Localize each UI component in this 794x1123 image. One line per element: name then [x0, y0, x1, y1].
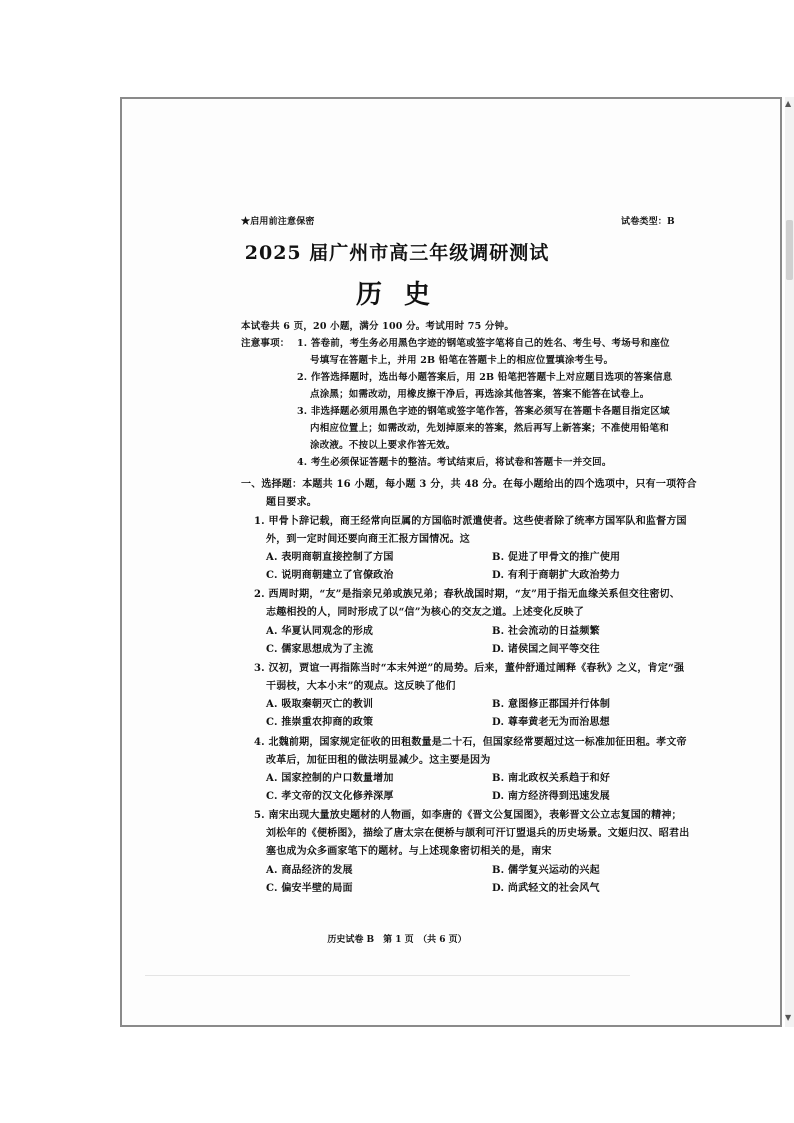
note-line: 3. 非选择题必须用黑色字迹的钢笔或签字笔作答，答案必须写在答题卡各题目指定区域	[297, 406, 670, 417]
option-c: C. 孝文帝的汉文化修养深厚	[266, 791, 394, 802]
document-frame	[120, 97, 782, 1027]
question-stem: 1. 甲骨卜辞记载，商王经常向臣属的方国临时派遣使者。这些使者除了统率方国军队和监督方国	[254, 516, 687, 527]
note-line: 2. 作答选择题时，选出每小题答案后，用 2B 铅笔把答题卡上对应题目选项的答案信息	[297, 372, 673, 383]
note-line: 涂改液。不按以上要求作答无效。	[310, 440, 456, 451]
option-a: A. 商品经济的发展	[266, 865, 353, 876]
question-stem: 4. 北魏前期，国家规定征收的田租数量是二十石，但国家经常要超过这一标准加征田租。孝文帝	[254, 737, 687, 748]
option-a: A. 吸取秦朝灭亡的教训	[266, 699, 374, 710]
option-d: D. 尚武轻文的社会风气	[492, 883, 600, 894]
note-line: 号填写在答题卡上，并用 2B 铅笔在答题卡上的相应位置填涂考生号。	[310, 355, 614, 366]
question-stem: 改革后，加征田租的做法明显减少。这主要是因为	[266, 755, 491, 766]
option-b: B. 促进了甲骨文的推广使用	[492, 552, 621, 563]
notes-label: 注意事项：	[241, 338, 290, 349]
option-a: A. 华夏认同观念的形成	[266, 626, 374, 637]
option-d: D. 南方经济得到迅速发展	[492, 791, 610, 802]
question-stem: 外，到一定时间还要向商王汇报方国情况。这	[266, 534, 470, 545]
option-b: B. 儒学复兴运动的兴起	[492, 865, 600, 876]
option-c: C. 偏安半壁的局面	[266, 883, 353, 894]
note-line: 点涂黑；如需改动，用橡皮擦干净后，再选涂其他答案，答案不能答在试卷上。	[310, 389, 650, 400]
option-c: C. 推崇重农抑商的政策	[266, 717, 374, 728]
paper-type-label: 试卷类型：B	[621, 217, 675, 227]
option-b: B. 南北政权关系趋于和好	[492, 773, 611, 784]
scroll-up-arrow-icon[interactable]: ▲	[785, 99, 792, 108]
note-line: 4. 考生必须保证答题卡的整洁。考试结束后，将试卷和答题卡一并交回。	[297, 457, 612, 468]
option-d: D. 尊奉黄老无为而治思想	[492, 717, 610, 728]
question-stem: 2. 西周时期，“友”是指亲兄弟或族兄弟；春秋战国时期，“友”用于指无血缘关系但交往密切、	[254, 589, 680, 600]
exam-info: 本试卷共 6 页，20 小题，满分 100 分。考试用时 75 分钟。	[241, 321, 515, 332]
scroll-down-arrow-icon[interactable]: ▼	[785, 1013, 792, 1022]
page-footer: 历史试卷 B 第 1 页 （共 6 页）	[327, 935, 467, 945]
section-heading: 题目要求。	[266, 497, 317, 508]
option-b: B. 社会流动的日益频繁	[492, 626, 600, 637]
subject-title: 历史	[355, 280, 452, 310]
question-stem: 志趣相投的人，同时形成了以“信”为核心的交友之道。上述变化反映了	[266, 607, 584, 618]
option-a: A. 国家控制的户口数量增加	[266, 773, 394, 784]
question-stem: 塞也成为众多画家笔下的题材。与上述现象密切相关的是，南宋	[266, 846, 552, 857]
question-stem: 干弱枝，大本小末”的观点。这反映了他们	[266, 681, 456, 692]
section-heading: 一、选择题：本题共 16 小题，每小题 3 分，共 48 分。在每小题给出的四个选项中，只有一项符合	[241, 479, 697, 490]
question-stem: 5. 南宋出现大量放史题材的人物画，如李唐的《晋文公复国图》，表彰晋文公立志复国的精神；	[254, 810, 682, 821]
option-d: D. 诸侯国之间平等交往	[492, 644, 600, 655]
option-c: C. 儒家思想成为了主流	[266, 644, 374, 655]
option-b: B. 意图修正郡国并行体制	[492, 699, 611, 710]
option-d: D. 有利于商朝扩大政治势力	[492, 570, 621, 581]
note-line: 1. 答卷前，考生务必用黑色字迹的钢笔或签字笔将自己的姓名、考生号、考场号和座位	[297, 338, 670, 349]
question-stem: 3. 汉初，贾谊一再指陈当时“本末舛逆”的局势。后来，董仲舒通过阐释《春秋》之义，肯定“强	[254, 663, 685, 674]
option-a: A. 表明商朝直接控制了方国	[266, 552, 394, 563]
footer-divider	[145, 975, 630, 976]
option-c: C. 说明商朝建立了官僚政治	[266, 570, 394, 581]
note-line: 内相应位置上；如需改动，先划掉原来的答案，然后再写上新答案；不准使用铅笔和	[310, 423, 669, 434]
question-stem: 刘松年的《便桥图》，描绘了唐太宗在便桥与颉利可汗订盟退兵的历史场景。文姬归汉、昭君出	[266, 828, 690, 839]
exam-title: 2025 届广州市高三年级调研测试	[244, 242, 550, 264]
confidential-label: ★启用前注意保密	[241, 217, 315, 227]
